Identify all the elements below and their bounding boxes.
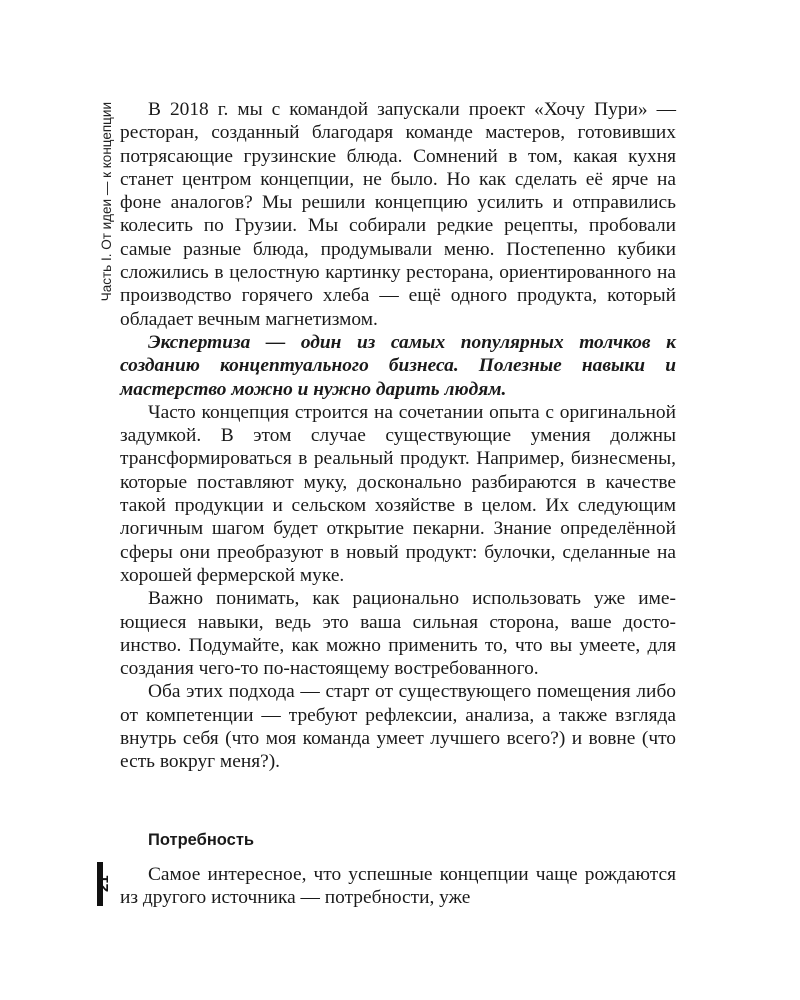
running-head: Часть I. От идеи — к концепции [99, 102, 114, 302]
paragraph: Важно понимать, как рационально использовать уже имеющиеся навыки, ведь это ваша сильная сторона, ваше достоинство. Подумайте, как можно применить то, что вы умеете, для создания чего-то по-настоящему востребованного. [120, 588, 676, 680]
paragraph: В 2018 г. мы с командой запускали проект «Хочу Пури» — ресторан, созданный благодаря команде мастеров, готовивших потрясающие грузинские блюда. Сомнений в том, какая кухня станет центром концепции, не было. Но как сделать её ярче на фоне аналогов? Мы решили концепцию усилить и отправились колесить по Грузии. Мы собирали редкие рецепты, пробовали самые разные блюда, продумывали меню. Постепенно кубики сложились в целостную картинку ресторана, ориентированного на производство горячего хлеба — ещё одного продукта, который обладает вечным магнетизмом. [120, 99, 676, 330]
page-number: 21 [95, 875, 112, 892]
paragraph: Самое интересное, что успешные концепции чаще рождаются из другого источника — потребности, уже [120, 864, 676, 909]
paragraph: Часто концепция строится на сочетании опыта с оригинальной задумкой. В этом случае существующие умения должны трансформироваться в реальный продукт. Например, бизнесмены, которые поставляют муку, досконально разбираются в качестве такой продукции и сельском хозяйстве в целом. Их следующим логичным шагом будет открытие пекарни. Знание определённой сферы они преобразуют в новый продукт: булочки, сделанные на хорошей фермерской муке. [120, 401, 676, 586]
section-heading: Потребность [148, 831, 255, 849]
paragraph: Оба этих подхода — старт от существующего помещения либо от компетенции — требуют рефлексии, анализа, а также взгляда внутрь себя (что моя команда умеет лучшего всего?) и вовне (что есть вокруг меня?). [120, 681, 676, 773]
body-text [120, 98, 676, 774]
emphasis-paragraph: Экспертиза — один из самых популярных толчков к созданию концептуального бизнеса. Полезные навыки и мастерство можно и нужно дарить людям. [120, 331, 676, 400]
section-body-text [120, 863, 676, 910]
